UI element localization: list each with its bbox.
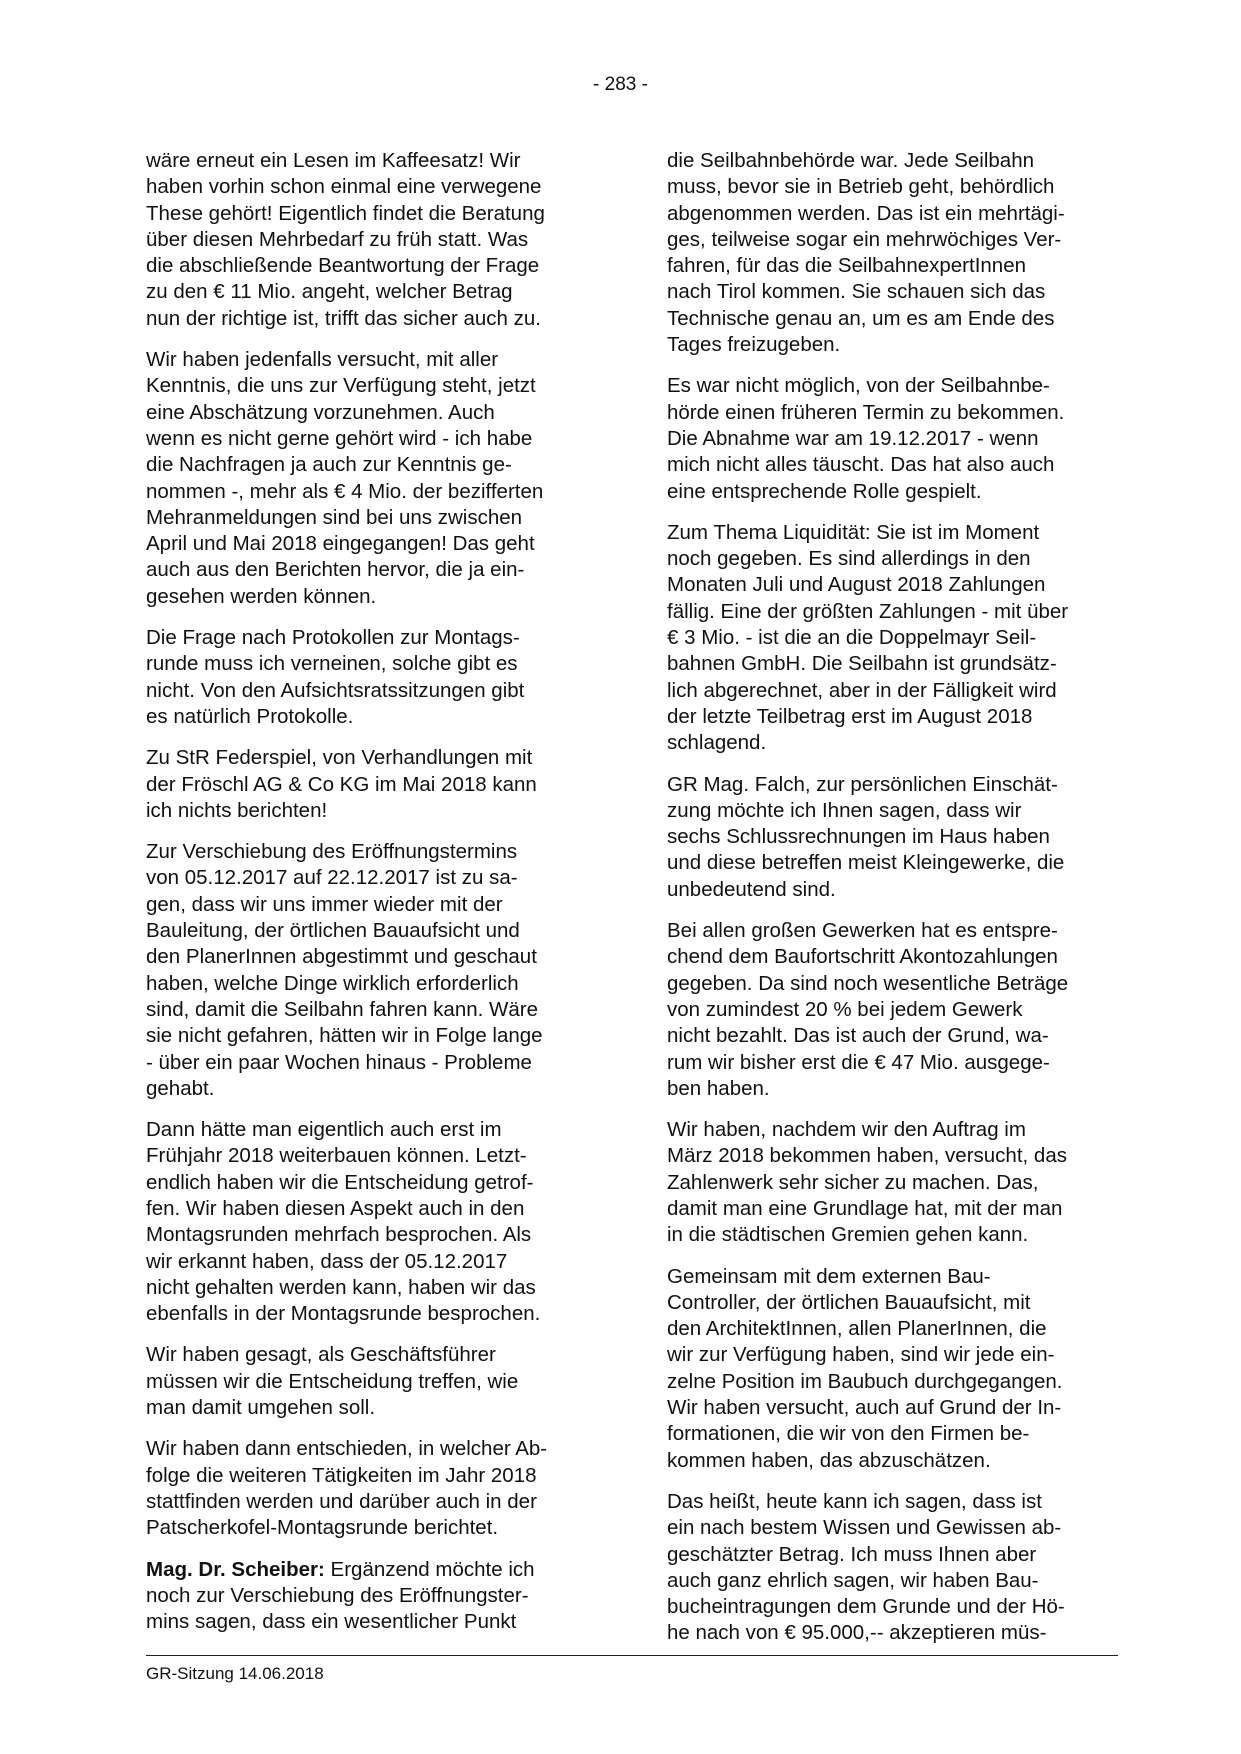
paragraph: die Seilbahnbehörde war. Jede Seilbahn muss, bevor sie in Betrieb geht, behördlich abgenommen werden. Das ist ein mehrtägi- ges, teilweise sogar ein mehrwöchiges Ver- fahren, für das die SeilbahnexpertInnen nach Tirol kommen. Sie schauen sich das Technische genau an, um es am Ende des Tages freizugeben.	[667, 149, 1065, 357]
paragraph: Zu StR Federspiel, von Verhandlungen mit der Fröschl AG & Co KG im Mai 2018 kann ich nichts berichten!	[146, 746, 537, 822]
paragraph: Zum Thema Liquidität: Sie ist im Moment noch gegeben. Es sind allerdings in den Monaten Juli und August 2018 Zahlungen fällig. Eine der größten Zahlungen - mit über € 3 Mio. - ist die an die Doppelmayr Seil- bahnen GmbH. Die Seilbahn ist grundsätz- lich abgerechnet, aber in der Fälligkeit wird der letzte Teilbetrag erst im August 2018 schlagend.	[667, 520, 1069, 755]
speaker-name: Mag. Dr. Scheiber:	[146, 1557, 325, 1581]
footer-session-date: GR-Sitzung 14.06.2018	[146, 1664, 324, 1683]
footer-divider	[146, 1655, 1118, 1656]
left-column	[146, 148, 598, 1650]
paragraph: Das heißt, heute kann ich sagen, dass ist ein nach bestem Wissen und Gewissen ab- geschätzter Betrag. Ich muss Ihnen aber auch ganz ehrlich sagen, wir haben Bau- bucheintragungen dem Grunde und der Hö- he nach von € 95.000,-- akzeptieren müs-	[667, 1489, 1065, 1645]
paragraph: Wir haben dann entschieden, in welcher Ab- folge die weiteren Tätigkeiten im Jahr 2018 stattfinden werden und darüber auch in der Patscherkofel-Montagsrunde berichtet.	[146, 1437, 548, 1540]
paragraph: Wir haben, nachdem wir den Auftrag im März 2018 bekommen haben, versucht, das Zahlenwerk sehr sicher zu machen. Das, damit man eine Grundlage hat, mit der man in die städtischen Gremien gehen kann.	[667, 1118, 1067, 1247]
paragraph: Dann hätte man eigentlich auch erst im Frühjahr 2018 weiterbauen können. Letzt- endlich haben wir die Entscheidung getrof- fen. Wir haben diesen Aspekt auch in den Montagsrunden mehrfach besprochen. Als wir erkannt haben, dass der 05.12.2017 nicht gehalten werden kann, haben wir das ebenfalls in der Montagsrunde besprochen.	[146, 1118, 541, 1326]
paragraph: Zur Verschiebung des Eröffnungstermins von 05.12.2017 auf 22.12.2017 ist zu sa- gen, dass wir uns immer wieder mit der Bauleitung, der örtlichen Bauaufsicht und den PlanerInnen abgestimmt und geschaut haben, welche Dinge wirklich erforderlich sind, damit die Seilbahn fahren kann. Wäre sie nicht gefahren, hätten wir in Folge lange - über ein paar Wochen hinaus - Probleme gehabt.	[146, 840, 543, 1100]
paragraph: Es war nicht möglich, von der Seilbahnbe- hörde einen früheren Termin zu bekommen. Die Abnahme war am 19.12.2017 - wenn mich nicht alles täuscht. Das hat also auch eine entsprechende Rolle gespielt.	[667, 374, 1065, 503]
paragraph: Wir haben gesagt, als Geschäftsführer müssen wir die Entscheidung treffen, wie man damit umgehen soll.	[146, 1343, 519, 1420]
paragraph: Die Frage nach Protokollen zur Montags- runde muss ich verneinen, solche gibt es nicht. Von den Aufsichtsratssitzungen gibt es natürlich Protokolle.	[146, 626, 525, 728]
paragraph: GR Mag. Falch, zur persönlichen Einschät- zung möchte ich Ihnen sagen, dass wir sechs Schlussrechnungen im Haus haben und diese betreffen meist Kleingewerke, die unbedeutend sind.	[667, 772, 1065, 901]
paragraph: Bei allen großen Gewerken hat es entspre- chend dem Baufortschritt Akontozahlungen gegeben. Da sind noch wesentliche Beträge von zumindest 20 % bei jedem Gewerk nicht bezahlt. Das ist auch der Grund, wa- rum wir bisher erst die € 47 Mio. ausgege- ben haben.	[667, 919, 1069, 1100]
paragraph-text: Ergänzend möchte ich noch zur Verschiebung des Eröffnungster- mins sagen, dass ein wesentlicher Punkt	[146, 1557, 535, 1634]
right-column	[667, 148, 1119, 1662]
paragraph: wäre erneut ein Lesen im Kaffeesatz! Wir haben vorhin schon einmal eine verwegene These gehört! Eigentlich findet die Beratung über diesen Mehrbedarf zu früh statt. Was die abschließende Beantwortung der Frage zu den € 11 Mio. angeht, welcher Betrag nun der richtige ist, trifft das sicher auch zu.	[146, 149, 545, 330]
paragraph: Gemeinsam mit dem externen Bau- Controller, der örtlichen Bauaufsicht, mit den ArchitektInnen, allen PlanerInnen, die wir zur Verfügung haben, sind wir jede ein- zelne Position im Baubuch durchgegangen. Wir haben versucht, auch auf Grund der In- formationen, die wir von den Firmen be- kommen haben, das abzuschätzen.	[667, 1264, 1063, 1472]
paragraph	[146, 1557, 598, 1636]
paragraph: Wir haben jedenfalls versucht, mit aller Kenntnis, die uns zur Verfügung steht, jetzt eine Abschätzung vorzunehmen. Auch wenn es nicht gerne gehört wird - ich habe die Nachfragen ja auch zur Kenntnis ge- nommen -, mehr als € 4 Mio. der bezifferten Mehranmeldungen sind bei uns zwischen April und Mai 2018 eingegangen! Das geht auch aus den Berichten hervor, die ja ein- gesehen werden können.	[146, 348, 544, 608]
page-number: - 283 -	[593, 74, 648, 95]
